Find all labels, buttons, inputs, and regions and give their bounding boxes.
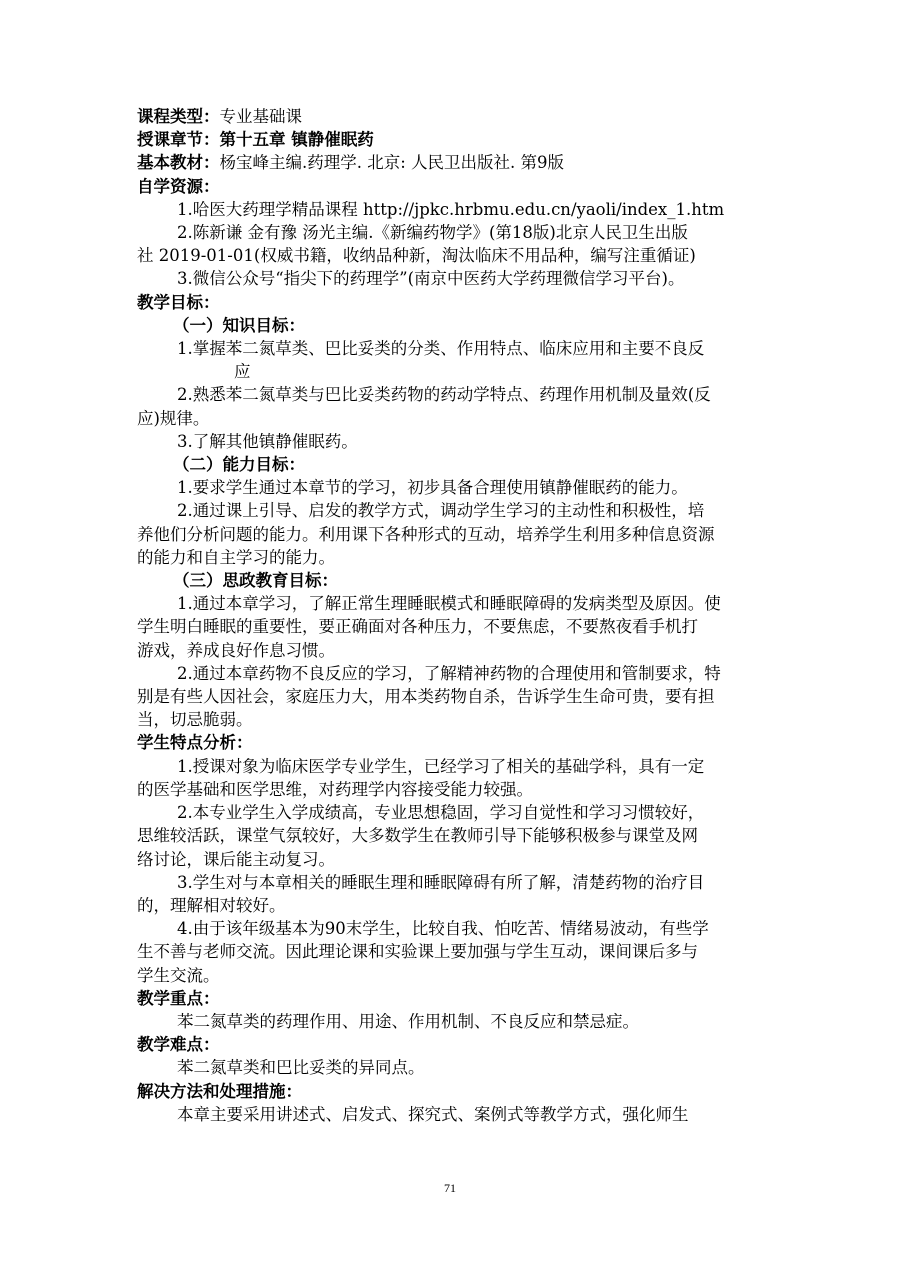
focus-heading: 教学重点： — [137, 988, 220, 1008]
course-type-label: 课程类型： — [137, 107, 220, 126]
student-item-2b: 思维较活跃，课堂气氛较好，大多数学生在教师引导下能够积极参与课堂及网 — [137, 826, 698, 846]
student-item-1b: 的医学基础和医学思维，对药理学内容接受能力较强。 — [137, 779, 533, 799]
ideology-item-2c: 当，切忌脆弱。 — [137, 710, 253, 730]
ideology-item-1a: 1.通过本章学习，了解正常生理睡眠模式和睡眠障碍的发病类型及原因。使 — [177, 594, 721, 614]
textbook-label: 基本教材： — [137, 153, 220, 173]
ideology-item-1c: 游戏，养成良好作息习惯。 — [137, 640, 335, 660]
student-item-2a: 2.本专业学生入学成绩高，专业思想稳固，学习自觉性和学习习惯较好， — [177, 803, 705, 823]
student-item-3b: 的，理解相对较好。 — [137, 895, 286, 915]
ideology-item-2b: 别是有些人因社会，家庭压力大，用本类药物自杀，告诉学生生命可贵，要有担 — [137, 687, 715, 707]
ability-item-2c: 的能力和自主学习的能力。 — [137, 547, 335, 567]
chapter-value: 第十五章 镇静催眠药 — [219, 130, 374, 150]
ability-goals-heading: （二）能力目标： — [173, 455, 305, 475]
student-item-4c: 学生交流。 — [137, 965, 220, 985]
textbook-line — [137, 151, 777, 174]
students-heading: 学生特点分析： — [137, 733, 253, 753]
knowledge-item-1a: 1.掌握苯二氮草类、巴比妥类的分类、作用特点、临床应用和主要不良反 — [177, 339, 705, 359]
ideology-goals-heading: （三）思政教育目标： — [173, 571, 338, 591]
knowledge-item-3: 3.了解其他镇静催眠药。 — [177, 431, 358, 451]
resource-item-2a: 2.陈新谦 金有豫 汤光主编.《新编药物学》(第18版)北京人民卫生出版 — [177, 223, 688, 243]
student-item-3a: 3.学生对与本章相关的睡眠生理和睡眠障碍有所了解，清楚药物的治疗目 — [177, 872, 705, 892]
difficulty-text: 苯二氮草类和巴比妥类的异同点。 — [177, 1058, 425, 1078]
solution-heading: 解决方法和处理措施： — [137, 1081, 302, 1101]
resource-item-2b: 社 2019-01-01(权威书籍，收纳品种新，淘汰临床不用品种，编写注重循证) — [137, 246, 696, 266]
student-item-2c: 络讨论，课后能主动复习。 — [137, 849, 335, 869]
ability-item-2a: 2.通过课上引导、启发的教学方式，调动学生学习的主动性和积极性，培 — [177, 501, 705, 521]
knowledge-item-1b: 应 — [234, 362, 251, 382]
difficulty-heading: 教学难点： — [137, 1035, 220, 1055]
goals-heading: 教学目标： — [137, 292, 220, 312]
document-body — [137, 105, 777, 1126]
knowledge-item-2a: 2.熟悉苯二氮草类与巴比妥类药物的药动学特点、药理作用机制及量效(反 — [177, 385, 711, 405]
knowledge-item-2b: 应)规律。 — [137, 408, 210, 428]
page-number: 71 — [444, 1181, 456, 1195]
ideology-item-2a: 2.通过本章药物不良反应的学习，了解精神药物的合理使用和管制要求，特 — [177, 663, 721, 683]
resource-item-3: 3.微信公众号“指尖下的药理学”(南京中医药大学药理微信学习平台)。 — [177, 269, 685, 289]
chapter-label: 授课章节： — [137, 130, 220, 150]
course-type-value: 专业基础课 — [219, 107, 302, 126]
resource-item-1: 1.哈医大药理学精品课程 http://jpkc.hrbmu.edu.cn/yaoli/index_1.htm — [177, 199, 725, 219]
ideology-item-1b: 学生明白睡眠的重要性，要正确面对各种压力，不要焦虑，不要熬夜看手机打 — [137, 617, 698, 637]
ability-item-2b: 养他们分析问题的能力。利用课下各种形式的互动，培养学生利用多种信息资源 — [137, 524, 715, 544]
focus-text: 苯二氮草类的药理作用、用途、作用机制、不良反应和禁忌症。 — [177, 1011, 639, 1031]
chapter-line — [137, 128, 777, 151]
knowledge-goals-heading: （一）知识目标： — [173, 315, 305, 335]
solution-text: 本章主要采用讲述式、启发式、探究式、案例式等教学方式，强化师生 — [177, 1104, 689, 1124]
resources-heading: 自学资源： — [137, 176, 220, 196]
student-item-4a: 4.由于该年级基本为90末学生，比较自我、怕吃苦、情绪易波动，有些学 — [177, 919, 709, 939]
course-type-line — [137, 105, 777, 128]
student-item-1a: 1.授课对象为临床医学专业学生，已经学习了相关的基础学科，具有一定 — [177, 756, 705, 776]
student-item-4b: 生不善与老师交流。因此理论课和实验课上要加强与学生互动，课间课后多与 — [137, 942, 698, 962]
ability-item-1: 1.要求学生通过本章节的学习，初步具备合理使用镇静催眠药的能力。 — [177, 478, 688, 498]
textbook-value: 杨宝峰主编.药理学. 北京: 人民卫出版社. 第9版 — [219, 153, 565, 173]
